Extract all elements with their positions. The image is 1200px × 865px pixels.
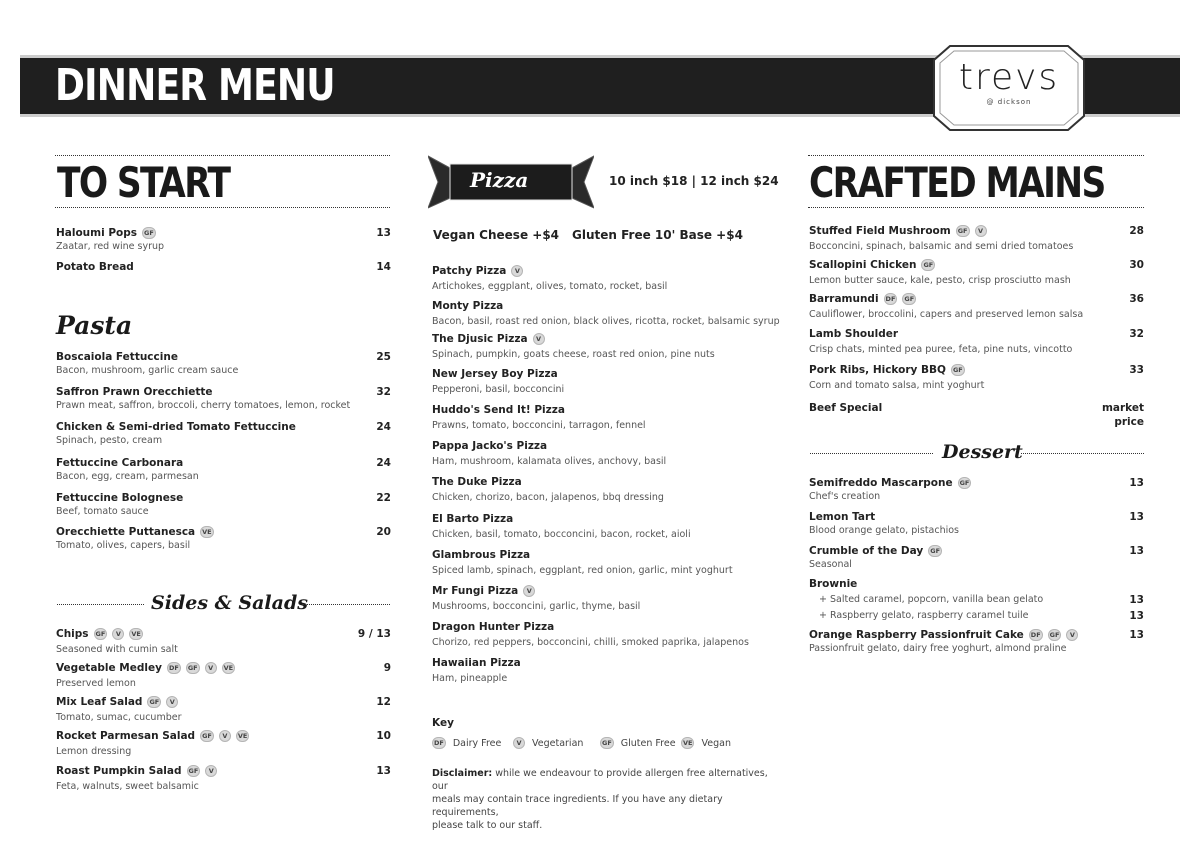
item-price: 25 — [376, 351, 391, 363]
item-name: Barramundi — [809, 293, 879, 305]
item-name: Orange Raspberry Passionfruit Cake — [809, 629, 1024, 641]
item-name: Lamb Shoulder — [809, 328, 899, 340]
item-price: 28 — [1129, 225, 1144, 237]
item-description: Spiced lamb, spinach, eggplant, red onion, garlic, mint yoghurt — [432, 565, 733, 576]
item-description: Artichokes, eggplant, olives, tomato, rocket, basil — [432, 281, 668, 292]
item-description: Prawn meat, saffron, broccoli, cherry tomatoes, lemon, rocket — [56, 400, 351, 411]
item-description: Lemon butter sauce, kale, pesto, crisp prosciutto mash — [809, 275, 1071, 286]
diet-tag-ve: VE — [237, 732, 248, 740]
diet-tag-v: V — [513, 737, 525, 749]
disclaimer-line-1: while we endeavour to provide allergen free alternatives, our — [432, 768, 768, 792]
mains-heading: CRAFTED MAINS — [809, 158, 1105, 207]
menu-item-dragon-hunter-pizza — [432, 620, 749, 649]
menu-item-lamb-shoulder — [809, 327, 1072, 356]
menu-item-saffron-prawn-orecchiette — [56, 385, 350, 412]
menu-item-stuffed-field-mushroom — [809, 224, 1073, 253]
item-price: 9 — [383, 662, 391, 674]
menu-item-haloumi-pops — [56, 226, 164, 253]
divider — [302, 604, 390, 605]
item-price: 33 — [1129, 364, 1144, 376]
diet-tag-gf: GF — [1049, 631, 1060, 639]
menu-item-barramundi — [809, 292, 1083, 321]
item-price: 24 — [376, 457, 391, 469]
item-description: Spinach, pesto, cream — [56, 435, 163, 446]
item-price: 9 / 13 — [357, 628, 391, 640]
menu-item-monty-pizza — [432, 299, 780, 328]
item-description: Cauliflower, broccolini, capers and preserved lemon salsa — [809, 309, 1084, 320]
item-description: Tomato, sumac, cucumber — [56, 712, 182, 723]
item-name: New Jersey Boy Pizza — [432, 368, 558, 380]
diet-tag-ve: VE — [223, 664, 234, 672]
menu-item-semifreddo-mascarpone — [809, 476, 971, 503]
key-label: Vegan — [701, 737, 731, 749]
diet-tag-gf: GF — [149, 698, 160, 706]
menu-item-huddo-s-send-it-pizza — [432, 403, 646, 432]
item-name: Scallopini Chicken — [809, 259, 917, 271]
diet-tag-v: V — [533, 333, 545, 345]
item-description: + Salted caramel, popcorn, vanilla bean gelato — [819, 594, 1044, 605]
item-name: Boscaiola Fettuccine — [56, 351, 178, 363]
item-name: Vegetable Medley — [56, 662, 162, 674]
item-name: Fettuccine Carbonara — [56, 457, 184, 469]
disclaimer — [432, 767, 772, 832]
item-name: Semifreddo Mascarpone — [809, 477, 953, 489]
sides-heading: Sides & Salads — [151, 592, 308, 614]
item-price: 13 — [1129, 477, 1144, 489]
item-description: Bacon, basil, roast red onion, black olives, ricotta, rocket, balsamic syrup — [432, 316, 780, 327]
pasta-heading: Pasta — [56, 311, 133, 340]
diet-tag-gf: GF — [187, 664, 198, 672]
diet-tag-ve: VE — [131, 630, 141, 638]
item-description: Prawns, tomato, bocconcini, tarragon, fennel — [432, 420, 646, 431]
disclaimer-line-2: meals may contain trace ingredients. If you have any dietary requirements, — [432, 794, 723, 818]
item-description: Zaatar, red wine syrup — [56, 241, 165, 252]
item-name: Saffron Prawn Orecchiette — [56, 386, 213, 398]
menu-item-rocket-parmesan-salad — [56, 729, 249, 758]
item-price: 13 — [1129, 629, 1144, 641]
item-name: The Djusic Pizza — [432, 333, 528, 345]
item-price: 13 — [1129, 545, 1144, 557]
item-price: 32 — [1129, 328, 1144, 340]
pizza-heading: Pizza — [470, 168, 529, 192]
diet-tag-v: V — [523, 585, 535, 597]
key-entry-vegetarian — [513, 737, 583, 749]
diet-tag-gf: GF — [952, 366, 963, 374]
key-label: Vegetarian — [532, 737, 584, 749]
diet-tag-v: V — [112, 628, 124, 640]
divider — [57, 604, 144, 605]
menu-item-scallopini-chicken — [809, 258, 1071, 287]
menu-item-the-djusic-pizza — [432, 332, 715, 361]
item-description: Crisp chats, minted pea puree, feta, pine nuts, vincotto — [809, 344, 1073, 355]
item-description: Bacon, mushroom, garlic cream sauce — [56, 365, 239, 376]
menu-item-beef-special — [809, 401, 882, 415]
item-price: 13 — [1129, 511, 1144, 523]
logo-subtext: @ dickson — [986, 98, 1032, 106]
item-description: Preserved lemon — [56, 678, 136, 689]
menu-item-hawaiian-pizza — [432, 656, 521, 685]
item-description: Chicken, basil, tomato, bocconcini, bacon, rocket, aioli — [432, 529, 691, 540]
diet-tag-gf: GF — [923, 261, 934, 269]
item-name: Orecchiette Puttanesca — [56, 526, 196, 538]
menu-item-new-jersey-boy-pizza — [432, 367, 564, 396]
menu-item-pappa-jacko-s-pizza — [432, 439, 666, 468]
divider — [810, 453, 933, 454]
item-name: Mr Fungi Pizza — [432, 585, 519, 597]
item-name: Roast Pumpkin Salad — [56, 765, 182, 777]
menu-item-chicken-semi-dried-tomato-fettuccine — [56, 420, 296, 447]
item-description: Ham, pineapple — [432, 673, 508, 684]
menu-item-glambrous-pizza — [432, 548, 733, 577]
diet-tag-gf: GF — [202, 732, 212, 740]
diet-tag-v: V — [205, 765, 217, 777]
item-description: Bacon, egg, cream, parmesan — [56, 471, 199, 482]
item-price: 20 — [376, 526, 391, 538]
menu-item-orange-raspberry-passionfruit-cake — [809, 628, 1078, 655]
item-description: Lemon dressing — [56, 746, 132, 757]
diet-tag-df: DF — [434, 739, 444, 747]
menu-item-lemon-tart — [809, 510, 959, 537]
key-label: Gluten Free — [620, 737, 676, 749]
diet-tag-gf: GF — [602, 739, 612, 747]
key-entry-dairy-free — [432, 737, 501, 749]
menu-item-boscaiola-fettuccine — [56, 350, 238, 377]
menu-item-chips — [56, 627, 178, 656]
item-price: 10 — [376, 730, 391, 742]
to-start-heading: TO START — [57, 158, 230, 207]
diet-tag-df: DF — [1030, 631, 1041, 639]
diet-tag-ve: VE — [683, 739, 693, 747]
item-price: 32 — [376, 386, 391, 398]
item-description: Ham, mushroom, kalamata olives, anchovy, basil — [432, 456, 667, 467]
item-description: Bocconcini, spinach, balsamic and semi dried tomatoes — [809, 241, 1074, 252]
item-name: Crumble of the Day — [809, 545, 924, 557]
diet-tag-v: V — [219, 730, 231, 742]
item-description: Seasoned with cumin salt — [56, 644, 178, 655]
item-description: Seasonal — [809, 559, 852, 570]
key-label: Dairy Free — [452, 737, 502, 749]
item-name: Brownie — [809, 578, 858, 590]
divider — [1021, 453, 1144, 454]
item-description: Chorizo, red peppers, bocconcini, chilli, smoked paprika, jalapenos — [432, 637, 749, 648]
diet-tag-v: V — [975, 225, 987, 237]
item-description: Pepperoni, basil, bocconcini — [432, 384, 565, 395]
item-description: + Raspberry gelato, raspberry caramel tuile — [819, 610, 1029, 621]
item-price: 36 — [1129, 293, 1144, 305]
item-price: 22 — [376, 492, 391, 504]
item-name: Fettuccine Bolognese — [56, 492, 184, 504]
diet-tag-gf: GF — [904, 295, 915, 303]
menu-item-pork-ribs-hickory-bbq — [809, 363, 984, 392]
diet-tag-v: V — [1066, 629, 1078, 641]
diet-tag-gf: GF — [959, 479, 970, 487]
item-description: Feta, walnuts, sweet balsamic — [56, 781, 199, 792]
key-entry-vegan — [681, 737, 731, 749]
menu-item-fettuccine-bolognese — [56, 491, 183, 518]
item-description: Mushrooms, bocconcini, garlic, thyme, basil — [432, 601, 641, 612]
item-price: market price — [1101, 402, 1144, 428]
menu-item-crumble-of-the-day — [809, 544, 942, 571]
item-price: 13 — [376, 765, 391, 777]
item-name: Beef Special — [809, 402, 883, 414]
disclaimer-line-3: please talk to our staff. — [432, 820, 543, 831]
item-description: Passionfruit gelato, dairy free yoghurt, almond praline — [809, 643, 1067, 654]
item-description: Chef's creation — [809, 491, 881, 502]
item-name: The Duke Pizza — [432, 476, 522, 488]
divider — [55, 207, 390, 208]
item-name: Hawaiian Pizza — [432, 657, 521, 669]
item-name: Chips — [56, 628, 89, 640]
diet-tag-v: V — [511, 265, 523, 277]
item-name: Patchy Pizza — [432, 265, 507, 277]
diet-tag-gf: GF — [957, 227, 968, 235]
menu-item-the-duke-pizza — [432, 475, 664, 504]
diet-tag-ve: VE — [202, 528, 212, 536]
menu-item-roast-pumpkin-salad — [56, 764, 217, 793]
item-name: Stuffed Field Mushroom — [809, 225, 951, 237]
item-name: Chicken & Semi-dried Tomato Fettuccine — [56, 421, 296, 433]
menu-item-mr-fungi-pizza — [432, 584, 640, 613]
divider — [808, 155, 1144, 156]
menu-item-vegetable-medley — [56, 661, 235, 690]
item-price: 14 — [376, 261, 391, 273]
divider — [808, 207, 1144, 208]
diet-tag-gf: GF — [95, 630, 106, 638]
item-price: 30 — [1129, 259, 1144, 271]
item-name: Glambrous Pizza — [432, 549, 531, 561]
item-price: 12 — [376, 696, 391, 708]
key-heading: Key — [432, 717, 454, 729]
item-name: Pappa Jacko's Pizza — [432, 440, 548, 452]
item-name: Monty Pizza — [432, 300, 504, 312]
menu-item-addon-4 — [809, 593, 1043, 606]
item-name: Mix Leaf Salad — [56, 696, 143, 708]
item-name: Dragon Hunter Pizza — [432, 621, 555, 633]
item-name: Pork Ribs, Hickory BBQ — [809, 364, 946, 376]
menu-title: DINNER MENU — [55, 60, 335, 111]
item-price: 24 — [376, 421, 391, 433]
diet-tag-gf: GF — [188, 767, 199, 775]
pizza-sizes: 10 inch $18 | 12 inch $24 — [609, 174, 779, 188]
dessert-heading: Dessert — [942, 441, 1023, 463]
item-name: Lemon Tart — [809, 511, 876, 523]
gluten-free-option: Gluten Free 10' Base +$4 — [572, 228, 743, 242]
item-price: 13 — [1129, 594, 1144, 606]
menu-item-brownie — [809, 577, 857, 591]
item-description: Spinach, pumpkin, goats cheese, roast red onion, pine nuts — [432, 349, 715, 360]
diet-tag-v: V — [205, 662, 217, 674]
item-price: 13 — [1129, 610, 1144, 622]
diet-tag-df: DF — [885, 295, 896, 303]
menu-item-mix-leaf-salad — [56, 695, 182, 724]
item-price: 13 — [376, 227, 391, 239]
item-name: El Barto Pizza — [432, 513, 514, 525]
item-description: Tomato, olives, capers, basil — [56, 540, 191, 551]
item-name: Haloumi Pops — [56, 227, 138, 239]
menu-item-fettuccine-carbonara — [56, 456, 199, 483]
logo-text: trevs — [958, 57, 1060, 98]
item-description: Corn and tomato salsa, mint yoghurt — [809, 380, 985, 391]
menu-item-orecchiette-puttanesca — [56, 525, 214, 552]
item-description: Beef, tomato sauce — [56, 506, 149, 517]
diet-tag-df: DF — [168, 664, 179, 672]
vegan-cheese-option: Vegan Cheese +$4 — [433, 228, 560, 242]
item-description: Chicken, chorizo, bacon, jalapenos, bbq dressing — [432, 492, 664, 503]
menu-item-addon-5 — [809, 609, 1029, 622]
diet-tag-v: V — [166, 696, 178, 708]
key-entry-gluten-free — [600, 737, 676, 749]
menu-item-patchy-pizza — [432, 264, 667, 293]
item-name: Potato Bread — [56, 261, 134, 273]
menu-item-el-barto-pizza — [432, 512, 691, 541]
item-description: Blood orange gelato, pistachios — [809, 525, 960, 536]
item-name: Rocket Parmesan Salad — [56, 730, 196, 742]
menu-item-potato-bread — [56, 260, 134, 274]
diet-tag-gf: GF — [144, 229, 154, 237]
item-name: Huddo's Send It! Pizza — [432, 404, 565, 416]
diet-tag-gf: GF — [930, 547, 941, 555]
divider — [55, 155, 390, 156]
disclaimer-label: Disclaimer: — [432, 768, 493, 779]
